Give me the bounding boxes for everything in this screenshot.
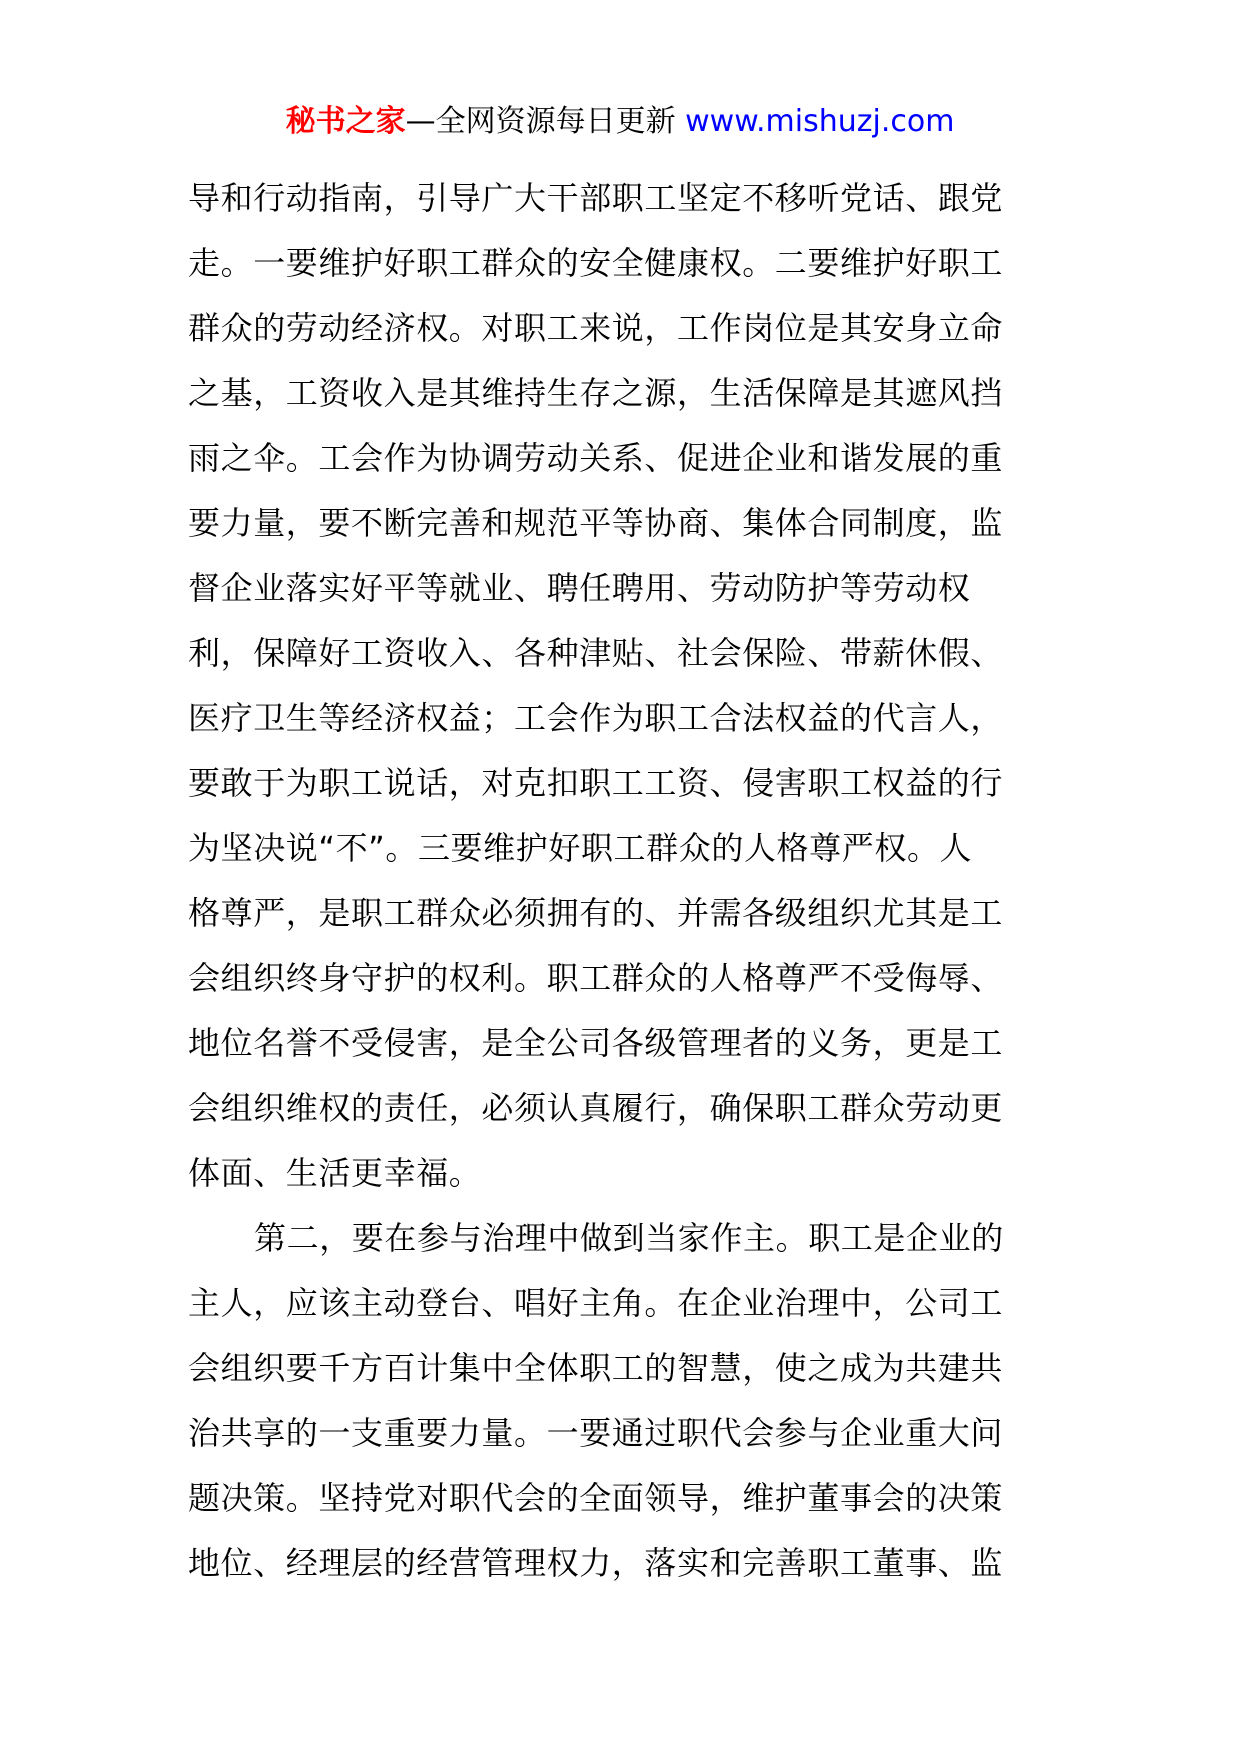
text-line: 督企业落实好平等就业、聘任聘用、劳动防护等劳动权 — [188, 569, 971, 607]
text-line: 要力量，要不断完善和规范平等协商、集体合同制度，监 — [188, 504, 1004, 542]
text-line: 利，保障好工资收入、各种津贴、社会保险、带薪休假、 — [188, 634, 1004, 672]
text-line: 之基，工资收入是其维持生存之源，生活保障是其遮风挡 — [188, 374, 1004, 412]
text-line: 治共享的一支重要力量。一要通过职代会参与企业重大问 — [188, 1414, 1004, 1452]
text-line: 会组织终身守护的权利。职工群众的人格尊严不受侮辱、 — [188, 959, 1004, 997]
text-line: 主人，应该主动登台、唱好主角。在企业治理中，公司工 — [188, 1284, 1004, 1322]
text-line: 地位、经理层的经营管理权力，落实和完善职工董事、监 — [188, 1544, 1004, 1582]
text-line: 走。一要维护好职工群众的安全健康权。二要维护好职工 — [188, 244, 1004, 282]
document-body — [188, 166, 1054, 1596]
site-header — [0, 100, 1240, 144]
text-line: 会组织要千方百计集中全体职工的智慧，使之成为共建共 — [188, 1349, 1004, 1387]
text-line: 会组织维权的责任，必须认真履行，确保职工群众劳动更 — [188, 1089, 1004, 1127]
text-line: 体面、生活更幸福。 — [188, 1154, 482, 1192]
text-line: 题决策。坚持党对职代会的全面领导，维护董事会的决策 — [188, 1479, 1004, 1517]
text-line: 群众的劳动经济权。对职工来说，工作岗位是其安身立命 — [188, 309, 1004, 347]
site-slogan: —全网资源每日更新 — [405, 104, 686, 139]
site-brand: 秘书之家 — [285, 104, 406, 139]
text-line: 雨之伞。工会作为协调劳动关系、促进企业和谐发展的重 — [188, 439, 1004, 477]
text-line: 要敢于为职工说话，对克扣职工工资、侵害职工权益的行 — [188, 764, 1004, 802]
text-line: 医疗卫生等经济权益；工会作为职工合法权益的代言人， — [188, 699, 1004, 737]
text-line: 格尊严，是职工群众必须拥有的、并需各级组织尤其是工 — [188, 894, 1004, 932]
text-line: 导和行动指南，引导广大干部职工坚定不移听党话、跟党 — [188, 179, 1004, 217]
site-url-link[interactable]: www.mishuzj.com — [685, 104, 955, 139]
text-line: 地位名誉不受侵害，是全公司各级管理者的义务，更是工 — [188, 1024, 1004, 1062]
paragraph-start-line: 第二，要在参与治理中做到当家作主。职工是企业的 — [254, 1219, 1004, 1257]
text-line: 为坚决说“不”。三要维护好职工群众的人格尊严权。人 — [188, 829, 973, 867]
